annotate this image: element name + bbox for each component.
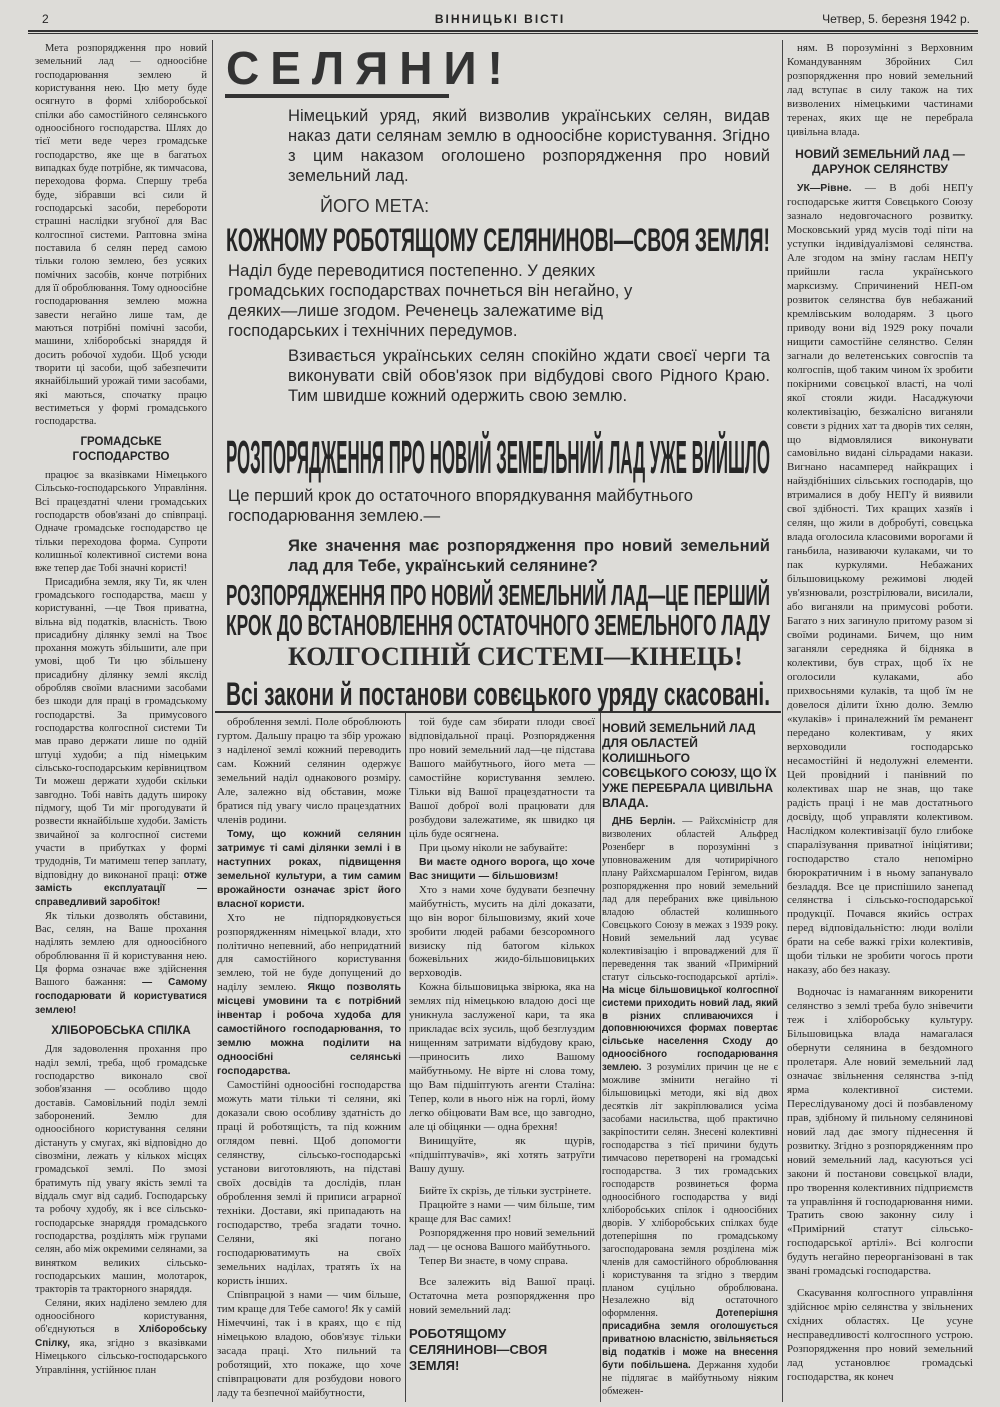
body-text: оброблення землі. Поле оброблюють гуртом. Дальшу працю та збір урожаю з наділеної землі кожний переводить сам. Кожний селянин одержує земельний наділ однакового розміру. Але, залежно від обставин, може братися під увагу число працездатних членів родини. (217, 716, 401, 826)
paragraph (217, 828, 401, 912)
paragraph (409, 1185, 595, 1199)
paragraph (35, 576, 207, 910)
paragraph (217, 716, 401, 828)
section-heading: НОВИЙ ЗЕМЕЛЬНИЙ ЛАД — ДАРУНОК СЕЛЯНСТВУ (795, 147, 965, 177)
bold-text: Ви маєте одного ворога, що хоче Вас знищити — більшовизм! (409, 856, 595, 882)
column-rule (600, 712, 601, 1402)
body-text: Селяни, яких наділено землею для одноосібного користування, об'єднуються в (35, 1297, 207, 1336)
paragraph (409, 842, 595, 856)
bold-text: Хліборобську Спілку, (35, 1324, 207, 1349)
left-column-article (35, 42, 207, 1377)
body-text: Кожна більшовицька звірюка, яка на землях під німецькою владою досі ще уникнула заслуженої кари, та яка прикладає всіх зусиль, щоб безглуздим нищенням затримати відбудову краю,—приносить лихо Вашому майбутньому. Не вірте ні слова тому, що Вам підшіптують агенти Сталіна: Тепер, коли в нього ніж на горлі, йому легко обіцювати Вам все, що завгодно, але ці обіцянки — одна брехня! (409, 981, 595, 1134)
step-headline-line1: РОЗПОРЯДЖЕННЯ ПРО НОВИЙ ЗЕМЕЛЬНИЙ ЛАД—ЦЕ ПЕРШИЙ (226, 580, 770, 612)
paragraph (409, 981, 595, 1135)
bottom-column-1 (217, 716, 401, 1400)
bold-text: Дотеперішня присадибна земля оголошується приватною власністю, звільняється від податків і може на внесення бути побільшена. (602, 1308, 778, 1372)
first-step-paragraph: Це перший крок до остаточного впорядкування майбутнього господарювання землею.— (228, 486, 693, 525)
column-rule (782, 40, 783, 1402)
page-number: 2 (42, 12, 49, 26)
newspaper-title: ВІННИЦЬКІ ВІСТІ (434, 12, 566, 26)
laws-headline: Всі закони й постанови совєцького уряду скасовані. (226, 676, 770, 712)
paragraph (35, 1043, 207, 1296)
bottom-column-3 (602, 714, 778, 1399)
issue-date: Четвер, 5. березня 1942 р. (822, 12, 970, 26)
paragraph (602, 816, 778, 1399)
paragraph (409, 716, 595, 842)
body-text: Бийте їх скрізь, де тільки зустрінете. (419, 1184, 592, 1197)
section-heading: НОВИЙ ЗЕМЕЛЬНИЙ ЛАД ДЛЯ ОБЛАСТЕЙ КОЛИШНЬОГО СОВЄЦЬКОГО СОЮЗУ, ЩО ЇХ УЖЕ ПЕРЕБРАЛА ЦИВІЛЬНА ВЛАДА. (602, 721, 777, 811)
gradual-paragraph: Наділ буде переводитися постепенно. У деяких громадських господарствах почнеться він негайно, у деяких—лише згодом. Реченець залежатиме від господарських і технічних передумов. (228, 261, 633, 340)
paragraph (409, 1135, 595, 1177)
question-paragraph: Яке значення має розпорядження про новий земельний лад для Тебе, український селянине? (288, 536, 770, 575)
masthead-rule-thin (28, 33, 978, 34)
body-text: При цьому ніколи не забувайте: (419, 841, 568, 854)
paragraph (217, 1289, 401, 1401)
bold-text: отже замість експлуатації — справедливий заробіток! (35, 869, 207, 909)
paragraph (35, 910, 207, 1018)
bold-text: — Самому господарювати й користуватися землею! (35, 977, 208, 1016)
call-paragraph: Взивається українських селян спокійно ждати своєї черги та виконувати свій обов'язок при відбудові свого Рідного Краю. Тим швидше кожний одержить свою землю. (288, 346, 770, 405)
paragraph (787, 1287, 973, 1385)
section-heading: РОБОТЯЩОМУ СЕЛЯНИНОВІ—СВОЯ ЗЕМЛЯ! (409, 1325, 548, 1374)
body-text: Все залежить від Вашої праці. Остаточна мета розпорядження про новий земельний лад: (409, 1276, 595, 1317)
body-text: Як тільки дозволять обставини, Вас, селян, на Ваше прохання наділять землею для одноосібного оброблювання її й користування нею. Ця форма означає вже здійснення Вашого бажання: (35, 910, 207, 989)
paragraph (409, 1199, 595, 1227)
body-text: Розпорядження про новий земельний лад — це основа Вашого майбутнього. (409, 1226, 595, 1253)
body-text: ням. В порозумінні з Верховним Командуванням Збройних Сил розпорядження про новий земельний лад вступає в силу також на тих визволених німецькими частинами теренах, яких ще не перебрала цивільна влада. (787, 42, 973, 138)
column-rule (212, 40, 213, 1402)
section-heading: ГРОМАДСЬКЕ ГОСПОДАРСТВО (72, 436, 170, 463)
bold-text: Якщо позволять місцеві умовини та є потрібний інвентар і робоча худоба для самостійного господарювання, то землю можна поділити на одноосібні селянські господарства. (217, 982, 401, 1078)
body-text: Для задоволення прохання про наділ землі, треба, щоб громадське господарство виконало свої зобов'язання — особливо щодо доставів. Самовільний поділ землі заборонений. Землю для одноосібного користування селяни дістануть у смугах, які відповідно до сівозміни, лежать у кількох місцях громадської землі. По змозі братимуть під увагу якість землі та віддаль смуг від садиб. Господарську та робочу худобу, як і все сільсько-господарське знаряддя громадського господарства, розділять між групами селян, або між окремими селянами, за винятком великих сільсько-господарських машин, молотарок, тракторів та тракторного знаряддя. (35, 1044, 207, 1296)
title-underline (225, 94, 449, 98)
body-text: З розумілих причин це не є можливе змінити негайно ті більшовицькі методи, які від двох десятків літ закріплювалися усіма засобами насильства, щоб практично закріпостити селян. Знесені колективні господарства з тієї причини будуть тимчасово перетворені на громадські господарства. З тих громадських господарств розвинеться форма одноосібного господарства у виді хліборобських спілок і одноосібних дворів. У хліборобських спілках буде дотеперішня по громадському загосподарована земля розділена між членів для самостійного оброблювання і користування та згідно з твердим планом суцільно оброблювана. Незалежно від остаточного оформлення. (602, 1062, 778, 1320)
paragraph (409, 1276, 595, 1318)
body-text: той буде сам збирати плоди своєї відповідальної праці. Розпорядження про новий земельний лад—це підстава Вашого майбутнього, його мета — самостійне користування землею. Тільки від Вашої працездатности та Вашої доброї волі працювати для розбудови залежатиме, як швидко ця ціль буде осягнена. (409, 716, 595, 840)
body-text: Водночас із намаганням викоренити селянство з землі треба було знівечити теж і хліборобську культуру. Більшовицька влада намагалася обернути селянина в бездомного пролетаря. Але новий земельний лад означає звільнення селянства з-під ярма колективної системи. Переслідуваному досі й позбавленому прав, здібному й пильному селянинові новий лад дає змогу піднесення й розвитку. Згідно з розпорядженням про новий земельний лад, касуються усі закони й постанови совєцької влади, про творення колективних підприємств та управління й господарювання ними. Тратить свою законну силу і «Примірний статут сільсько-господарської артілі». Всі колгоспи будуть негайно переорганізовані в так звані громадські господарства. (787, 985, 973, 1278)
kolkhoz-end-headline: КОЛГОСПНІЙ СИСТЕМІ—КІНЕЦЬ! (288, 642, 743, 671)
issued-headline: РОЗПОРЯДЖЕННЯ ПРО НОВИЙ ЗЕМЕЛЬНИЙ ЛАД УЖЕ ВИЙШЛО (226, 431, 770, 483)
body-text: Тепер Ви знаєте, в чому справа. (419, 1254, 569, 1267)
paragraph (409, 1227, 595, 1255)
body-text: яка, згідно з вказівками Німецького сільсько-господарського Управління, устійнює план (35, 1337, 207, 1376)
intro-paragraph: Німецький уряд, який визволив українських селян, видав наказ дати селянам землю в одноосібне користування. Згідно з цим наказом оголошено розпорядження про новий земельний лад. (288, 106, 770, 185)
bold-text: На місце більшовицької колгоспної системи приходить новий лад, який в різних спливаючихся і доповнюючихся формах повертає сільське населення Сходу до одноосібного господарювання землею. (602, 984, 778, 1074)
paragraph (409, 884, 595, 982)
paragraph (787, 986, 973, 1279)
main-title: СЕЛЯНИ! (226, 42, 514, 94)
paragraph (409, 1255, 595, 1269)
section-heading: ХЛІБОРОБСЬКА СПІЛКА (51, 1025, 191, 1038)
paragraph (217, 1079, 401, 1289)
body-text: Мета розпорядження про новий земельний лад — одноосібне господарювання землею й користування нею. Цю мету буде осягнуто в формі хліборобської спілки або самостійного селянського одноосібного господарства. Шлях до тієї мети веде через громадське господарство, яке ще в багатьох випадках буде потрібне, як тимчасова, переходова форма. Спершу треба буде, зібравши всі сили й господарські засоби, перебороти страшні наслідки згубної для Вас колгоспної системи. Раптовна зміна поставила б селян перед самою тільки голою землею, без усяких помічних засобів, конче потрібних для її оброблювання. Тому одноосібне господарювання землею можна завести негайно лише там, де маються потрібні помічні засоби, машини, хліборобські знаряддя й досить робочої худоби. Щоб усюди творити ці засоби, щоб забезпечити якнайбільший урожай тими засобами, які маються, спочатку працю вестиметься у формі громадського господарства. (35, 43, 207, 428)
bold-text: ДНБ Берлін. (612, 816, 676, 828)
paragraph (35, 42, 207, 429)
paragraph (787, 182, 973, 978)
body-text: Хто не підпорядковується розпорядженням німецької влади, хто політично непевний, або непридатний для самостійного користування землею, той не буде допущений до наділу землею. (217, 911, 401, 994)
paragraph (35, 1297, 207, 1378)
paragraph (409, 856, 595, 884)
goal-label: ЙОГО МЕТА: (320, 196, 430, 216)
body-text: Держання худоби не підлягає в майбутньому ніяким обмежен- (602, 1360, 778, 1398)
body-text: Співпрацюй з нами — чим більше, тим краще для Тебе самого! Як у самій Німеччині, так і в краях, що є під німецькою владою, обов'язує тільки засада праці. Хто пильний та роботящий, хто покаже, що хоче співпрацювати для розбудови нового ладу та безпечної майбутности, (217, 1288, 401, 1399)
body-text: Присадибна земля, яку Ти, як член громадського господарства, маєш у користуванні, —це Твоя приватна, вільна від податків, власність. Твою присадибну ділянку землі на Твоє прохання можуть збільшити, але при умові, щоб Ти цю збільшену присадибну ділянку землі якслід обробляв своїми власними засобами без шкоди для праці в громадському господарстві. За примусового господарства колгоспної системи Ти мав право держати лише по одній штуці худоби; а під німецьким сільсько-господарським керівництвом Ти можеш держати худоби скільки завгодно. Тобі навіть дадуть широку підмогу, щоб Ти міг прогодувати й розвести якнайбільше худоби. Замість звичайної за колгоспної системи участи в прибутках у формі трудоднів, Ти матимеш тепер заплату, відповідну до виконаної праці: (35, 576, 207, 881)
paragraph (217, 912, 401, 1080)
bottom-column-2 (409, 716, 595, 1380)
paragraph (35, 469, 207, 576)
body-text: Скасування колгоспного управління здійснює мрію селянства у звільнених східних областях. Це усуне несправедливості колгоспного устрою. Розпорядження про новий земельний лад установлює громадські господарства, як конеч (787, 1287, 973, 1383)
bold-text: Тому, що кожний селянин затримує ті самі ділянки землі і в наступних роках, підвищення земельної культури, а тим самим врожайности означає зріст його власної користи. (217, 828, 401, 910)
step-headline-line2: КРОК ДО ВСТАНОВЛЕННЯ ОСТАТОЧНОГО ЗЕМЕЛЬНОГО ЛАДУ (226, 610, 770, 642)
paragraph (787, 42, 973, 140)
right-column-article (787, 42, 973, 1385)
bold-text: УК—Рівне. (797, 183, 852, 195)
column-rule (405, 712, 406, 1402)
masthead-rule (28, 30, 978, 32)
goal-headline: КОЖНОМУ РОБОТЯЩОМУ СЕЛЯНИНОВІ—СВОЯ ЗЕМЛЯ! (226, 222, 770, 258)
body-text: працює за вказівками Німецького Сільсько-господарського Управління. Всі працездатні члени громадських господарств обов'язані до співпраці. Одначе громадське господарство це тільки переходова форма. Супроти колишньої колективної системи вона вже тепер дає Тобі значні користі! (35, 469, 207, 575)
body-text: — Райхсміністр для визволених областей Альфред Розенберг в порозумінні з уповноваженим для чотирирічного плану Райхсмаршалом Герінгом, видав розпорядження про новий земельний лад для перебраних вже цивільною владою областей колишнього Совєцького Союзу в межах з 1939 року. Новий земельний лад усуває колективізацію і впроваджений для її переведення так званий «Примірний статут сільсько-господарської артілі». (602, 816, 778, 983)
body-text: Працюйте з нами — чим більше, тим краще для Вас самих! (409, 1198, 595, 1225)
body-text: Хто з нами хоче будувати безпечну майбутність, мусить на ділі доказати, що він ворог більшовизму, який хоче зробити людей рабами безсоромного визиску під батогом кількох божевільних жидо-більшовицьких верховодів. (409, 883, 595, 980)
body-text: Винищуйте, як щурів, «підшіптувачів», які хотять затруїти Вашу душу. (409, 1135, 595, 1175)
body-text: Самостійні одноосібні господарства можуть мати тільки ті селяни, які доказали свою особливу здатність до праці й роботящість, та під кожним оглядом певні. Щоб допомогти селянству, сільсько-господарські установи виготовляють, на підставі своїх досвідів та дослідів, план оброблення землі й приписи аграрної техніки. Достави, які припадають на господарство, треба згадати точно. Селяни, які погано господарюватимуть на своїх земельних наділах, тратять їх на користь інших. (217, 1079, 401, 1287)
body-text: — В добі НЕП'у господарське життя Совєцького Союзу зазнало недовгочасного розвитку. Московський уряд мусів тоді піти на уступки індивідуалізмові селянства. Але згодом на зміну гаслам НЕП'у прийшли гасла українського марксизму. Спричинений НЕП-ом розвиток селянства був небажаний кремлівським володарям. З цього приводу вони від 1929 року почали нищити самостійне селянство. Селян загнали до велетенських совгоспів та колгоспів, щоб таким чином їх зробити покірними совєцької власті, на чолі якої стояли жиди. Насаджуючи колективізацію, безжалісно виганяли совєти з рідних хат та дворів тих селян, що відмовлялися виконувати самовільно видані сільрадами накази. Вигнано насамперед найкращих і найздібніших сільських господарів, що втрималися в добу НЕП'у й виявили свої здібності. Тих кращих хазяїв і селян, що жили в добробуті, совєцька влада оголосила класовими ворогами й ганьбила, називаючи кулаками, чи то пак куркулями. Небажаних більшовицькому режимові людей ув'язнювали, розстрілювали, висилали, або виганяли на примусові роботи. Багато з них загинуло притому разом зі своїми родинами. Бичем, що ним заганяли середняка й бідняка в колективи, був страх, щоб їх не оголосили кулаками, або прихвосьнями кулаків, та щоб їм не довелося ділити їхню долю. Землю «кулаків» і приналежний їм реманент передано колективам, у яких верховодили господарсько несамостійні й недолужні елементи. Цей провідний і панівний по колективах шар не знав, що таке радість праці і не мав достатнього досвіду, щоб управляти колективом. Наслідком колективізації було глибоке спаралізування приватної ініціятиви; господарство стало непомірно бюрократичним і в ньому запанувало безладдя. Все це приспішило занепад селянства і сільсько-господарської продукції. Почався якийсь острах перед відповідальністю: люди воліли брати на себе важкі гріхи колективів, щоби тільки не зробити чогось проти наказу, або без наказу. (787, 182, 973, 977)
